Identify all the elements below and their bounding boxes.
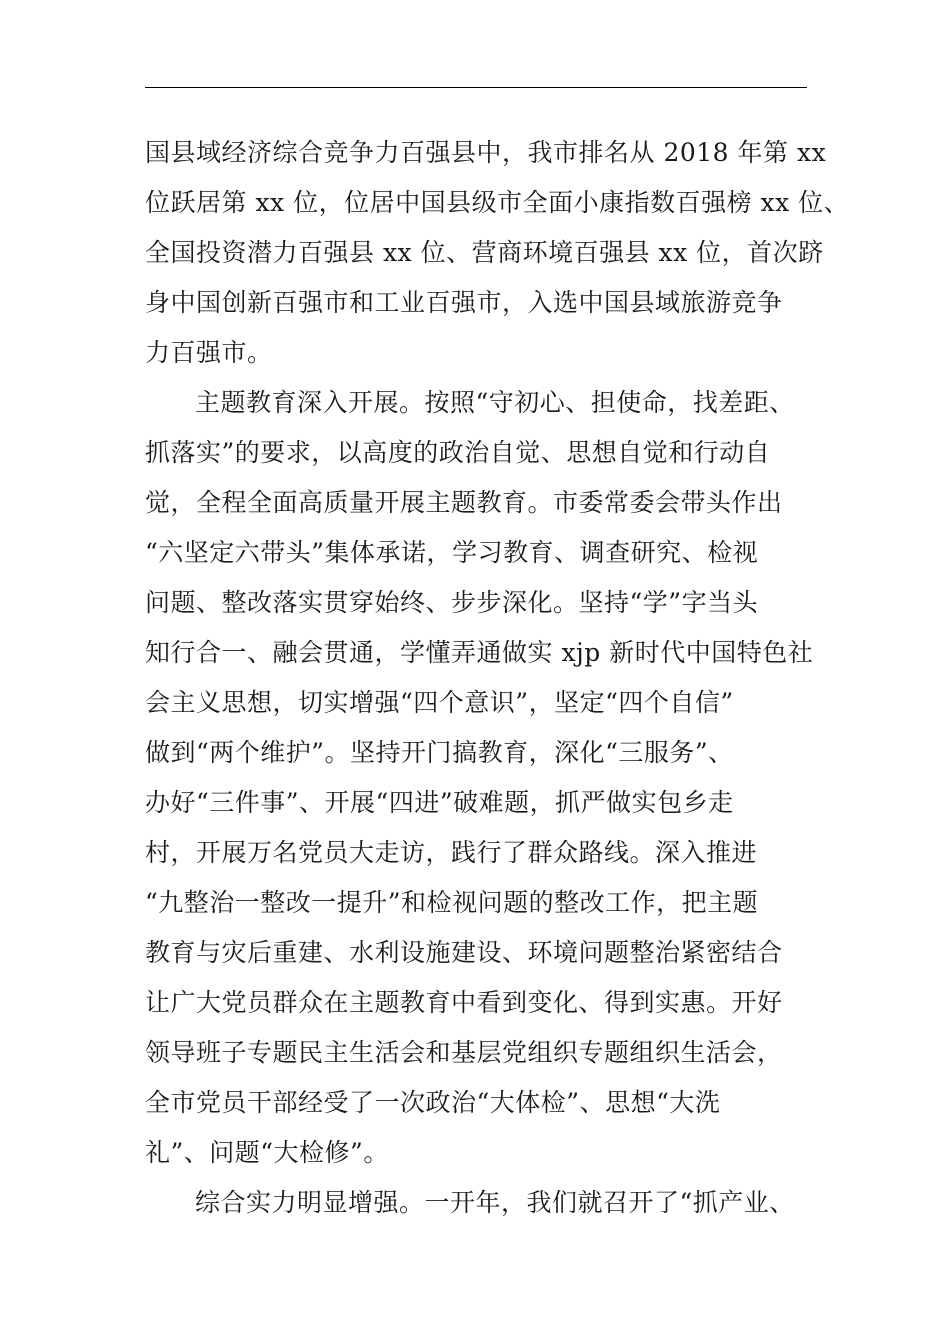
text-line: 问题、整改落实贯穿始终、步步深化。坚持“学”字当头 — [145, 588, 759, 617]
text-line: 办好“三件事”、开展“四进”破难题，抓严做实包乡走 — [145, 788, 734, 817]
text-line: 做到“两个维护”。坚持开门搞教育，深化“三服务”、 — [145, 738, 734, 767]
text-line: “九整治一整改一提升”和检视问题的整改工作，把主题 — [145, 888, 759, 917]
text-line: 位跃居第 xx 位，位居中国县级市全面小康指数百强榜 xx 位、 — [145, 188, 850, 217]
body-text — [145, 128, 850, 1228]
header-rule — [145, 87, 807, 88]
text-line: 身中国创新百强市和工业百强市，入选中国县域旅游竞争 — [145, 288, 783, 317]
text-line: 领导班子专题民主生活会和基层党组织专题组织生活会， — [145, 1038, 783, 1067]
text-line: 全国投资潜力百强县 xx 位、营商环境百强县 xx 位，首次跻 — [145, 238, 824, 267]
text-line: 力百强市。 — [145, 338, 273, 367]
text-line: 全市党员干部经受了一次政治“大体检”、思想“大洗 — [145, 1088, 721, 1117]
text-line: 觉，全程全面高质量开展主题教育。市委常委会带头作出 — [145, 488, 783, 517]
text-line: “六坚定六带头”集体承诺，学习教育、调查研究、检视 — [145, 538, 759, 567]
text-line: 村，开展万名党员大走访，践行了群众路线。深入推进 — [145, 838, 758, 867]
text-line: 抓落实”的要求，以高度的政治自觉、思想自觉和行动自 — [145, 438, 771, 467]
text-line: 教育与灾后重建、水利设施建设、环境问题整治紧密结合 — [145, 938, 783, 967]
text-line: 会主义思想，切实增强“四个意识”，坚定“四个自信” — [145, 688, 734, 717]
text-line: 国县域经济综合竞争力百强县中，我市排名从 2018 年第 xx — [145, 138, 827, 167]
text-line: 礼”、问题“大检修”。 — [145, 1138, 389, 1167]
text-line: 知行合一、融会贯通，学懂弄通做实 xjp 新时代中国特色社 — [145, 638, 814, 667]
text-line: 让广大党员群众在主题教育中看到变化、得到实惠。开好 — [145, 988, 783, 1017]
paragraph-first-line: 综合实力明显增强。一开年，我们就召开了“抓产业、 — [195, 1188, 795, 1217]
paragraph-first-line: 主题教育深入开展。按照“守初心、担使命，找差距、 — [195, 388, 795, 417]
